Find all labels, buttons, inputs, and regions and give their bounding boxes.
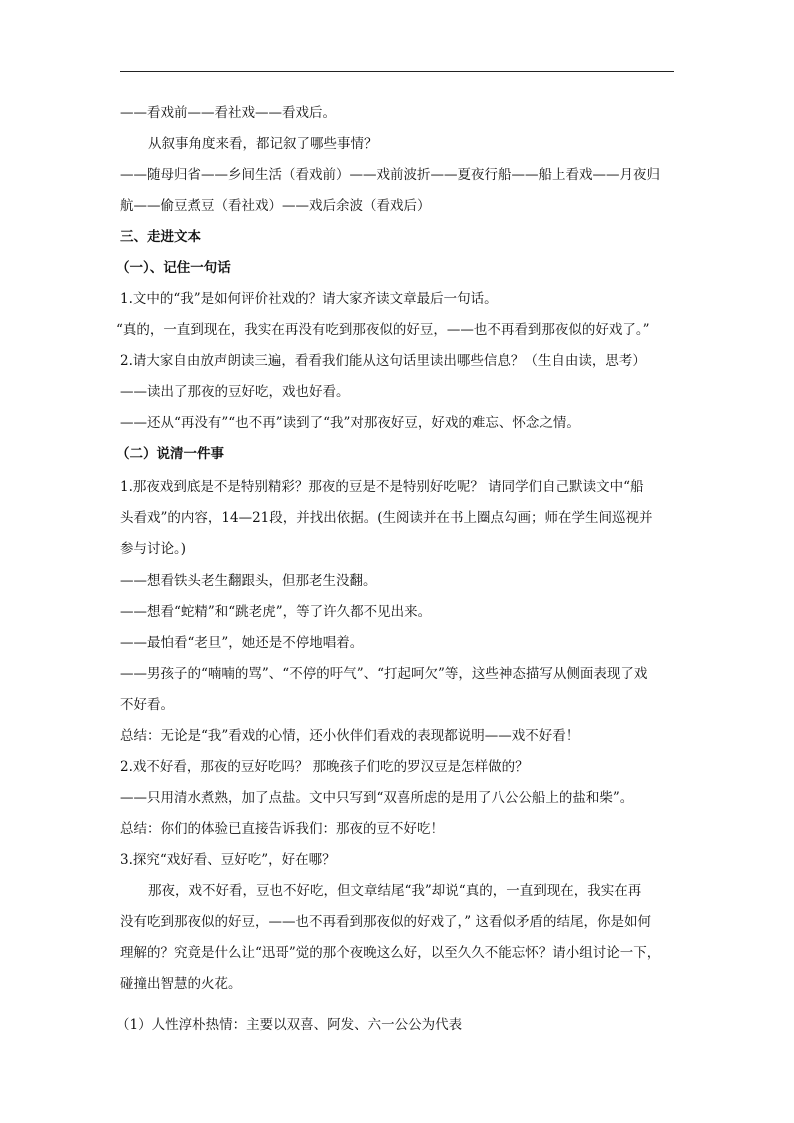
- text-line: 没有吃到那夜似的好豆，——也不再看到那夜似的好戏了，” 这看似矛盾的结尾，你是如何: [120, 914, 651, 930]
- text-line: ——最怕看“老旦”，她还是不停地唱着。: [120, 635, 364, 651]
- summary-line: 总结：无论是“我”看戏的心情，还小伙伴们看戏的表现都说明——戏不好看！: [120, 728, 580, 744]
- text-line: ——看戏前——看社戏——看戏后。: [120, 105, 336, 121]
- text-line: 2.戏不好看，那夜的豆好吃吗？ 那晚孩子们吃的罗汉豆是怎样做的？: [120, 759, 529, 775]
- text-line: 不好看。: [120, 697, 174, 713]
- section-heading: 三、走进文本: [120, 229, 201, 245]
- subsection-heading: （二）说清一件事: [116, 446, 224, 462]
- summary-line: 总结：你们的体验已直接告诉我们：那夜的豆不好吃！: [120, 821, 444, 837]
- text-line: ——读出了那夜的豆好吃，戏也好看。: [120, 384, 350, 400]
- text-line: 3.探究“戏好看、豆好吃”，好在哪？: [120, 852, 336, 868]
- text-line: 1.那夜戏到底是不是特别精彩？那夜的豆是不是特别好吃呢？ 请同学们自己默读文中“船: [120, 479, 644, 495]
- quote-line: “真的，一直到现在，我实在再没有吃到那夜似的好豆，——也不再看到那夜似的好戏了。”: [116, 322, 650, 338]
- text-line: 头看戏”的内容，14—21段，并找出依据。(生阅读并在书上圈点勾画；师在学生间巡视并: [120, 510, 653, 526]
- text-line: ——想看“蛇精”和“跳老虎”，等了许久都不见出来。: [120, 604, 432, 620]
- text-line: 参与讨论。): [120, 541, 187, 557]
- text-line: ——想看铁头老生翻跟头，但那老生没翻。: [120, 573, 377, 589]
- text-line: （1）人性淳朴热情：主要以双喜、阿发、六一公公为代表: [116, 1017, 463, 1033]
- text-line: ——随母归省——乡间生活（看戏前）——戏前波折——夏夜行船——船上看戏——月夜归: [120, 167, 660, 183]
- text-line: ——还从“再没有”“也不再”读到了“我”对那夜好豆，好戏的难忘、怀念之情。: [120, 415, 580, 431]
- text-line: 那夜，戏不好看，豆也不好吃，但文章结尾“我”却说“真的，一直到现在，我实在再: [148, 883, 642, 899]
- subsection-heading: （一）、记住一句话: [116, 260, 231, 276]
- text-line: 从叙事角度来看，都记叙了哪些事情？: [148, 136, 378, 152]
- text-line: ——只用清水煮熟，加了点盐。文中只写到“双喜所虑的是用了八公公船上的盐和柴”。: [120, 790, 634, 806]
- text-line: 1.文中的“我”是如何评价社戏的？请大家齐读文章最后一句话。: [120, 291, 498, 307]
- text-line: ——男孩子的“喃喃的骂”、“不停的吁气”、“打起呵欠”等，这些神态描写从侧面表现了戏: [120, 666, 648, 682]
- text-line: 航——偷豆煮豆（看社戏）——戏后余波（看戏后）: [120, 198, 431, 214]
- text-line: 理解的？究竟是什么让“迅哥”觉的那个夜晚这么好，以至久久不能忘怀？请小组讨论一下，: [120, 945, 661, 961]
- text-line: 2.请大家自由放声朗读三遍，看看我们能从这句话里读出哪些信息？（生自由读，思考）: [120, 353, 646, 369]
- text-line: 碰撞出智慧的火花。: [120, 976, 242, 992]
- header-rule: [120, 71, 674, 72]
